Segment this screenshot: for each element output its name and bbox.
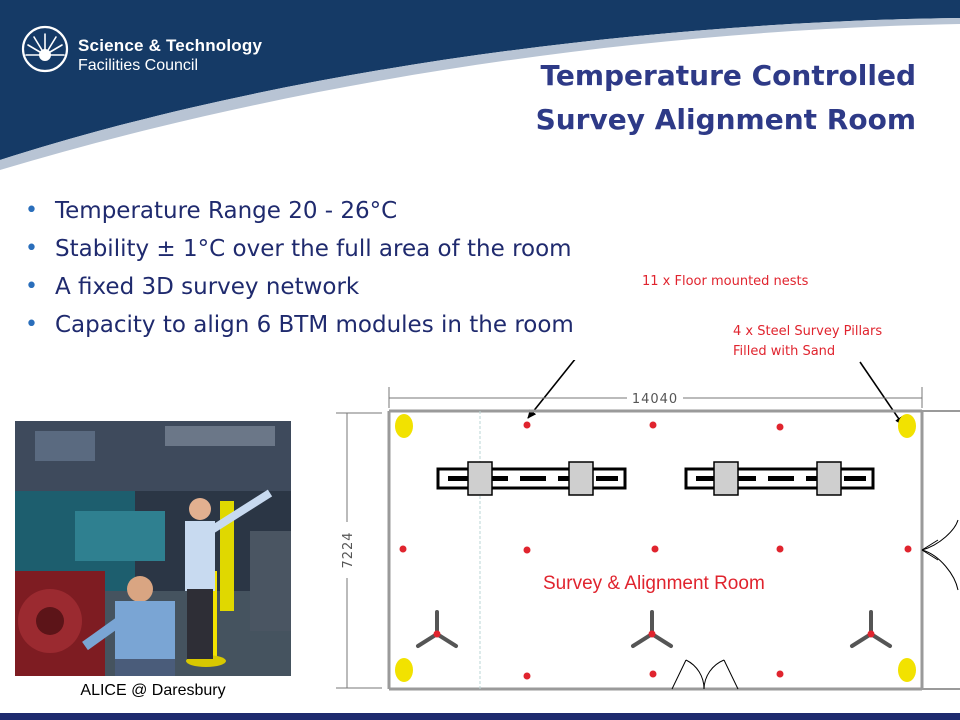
width-dimension-label: 14040 (631, 392, 679, 407)
floor-nests-arrow (528, 360, 632, 418)
footer-bar (0, 713, 960, 720)
pillars-arrow (860, 362, 903, 425)
tripod-center (434, 631, 875, 638)
alice-photo (15, 421, 291, 676)
stfc-logo-icon (20, 24, 70, 74)
org-name-line1: Science & Technology (78, 36, 263, 55)
bullet-item: • Temperature Range 20 - 26°C (25, 192, 574, 230)
floor-plan (300, 360, 960, 700)
room-walls (389, 411, 960, 689)
door-bottom (672, 660, 738, 689)
org-name-line2: Facilities Council (78, 57, 199, 74)
bullet-list (25, 192, 574, 344)
photo-caption: ALICE @ Daresbury (80, 682, 226, 699)
door-right (922, 520, 958, 590)
floor-nests-annotation: 11 x Floor mounted nests (642, 274, 809, 289)
floor-nests (400, 422, 912, 680)
pillars-annotation (733, 322, 882, 362)
title-line1: Temperature Controlled (540, 59, 916, 92)
room-label: Survey & Alignment Room (543, 573, 765, 594)
height-dimension-label: 7224 (341, 531, 356, 569)
bullet-item: • Stability ± 1°C over the full area of the room (25, 230, 574, 268)
organization-name (78, 36, 262, 75)
pillars-annotation-line1: 4 x Steel Survey Pillars (733, 324, 883, 339)
bullet-item: • Capacity to align 6 BTM modules in the room (25, 306, 574, 344)
title-line2: Survey Alignment Room (535, 103, 916, 136)
pillars-annotation-line2: Filled with Sand (733, 344, 836, 359)
photo-illustration (15, 421, 291, 676)
tripod-icon (418, 612, 890, 646)
bullet-item: • A fixed 3D survey network (25, 268, 574, 306)
slide-title (536, 54, 916, 142)
